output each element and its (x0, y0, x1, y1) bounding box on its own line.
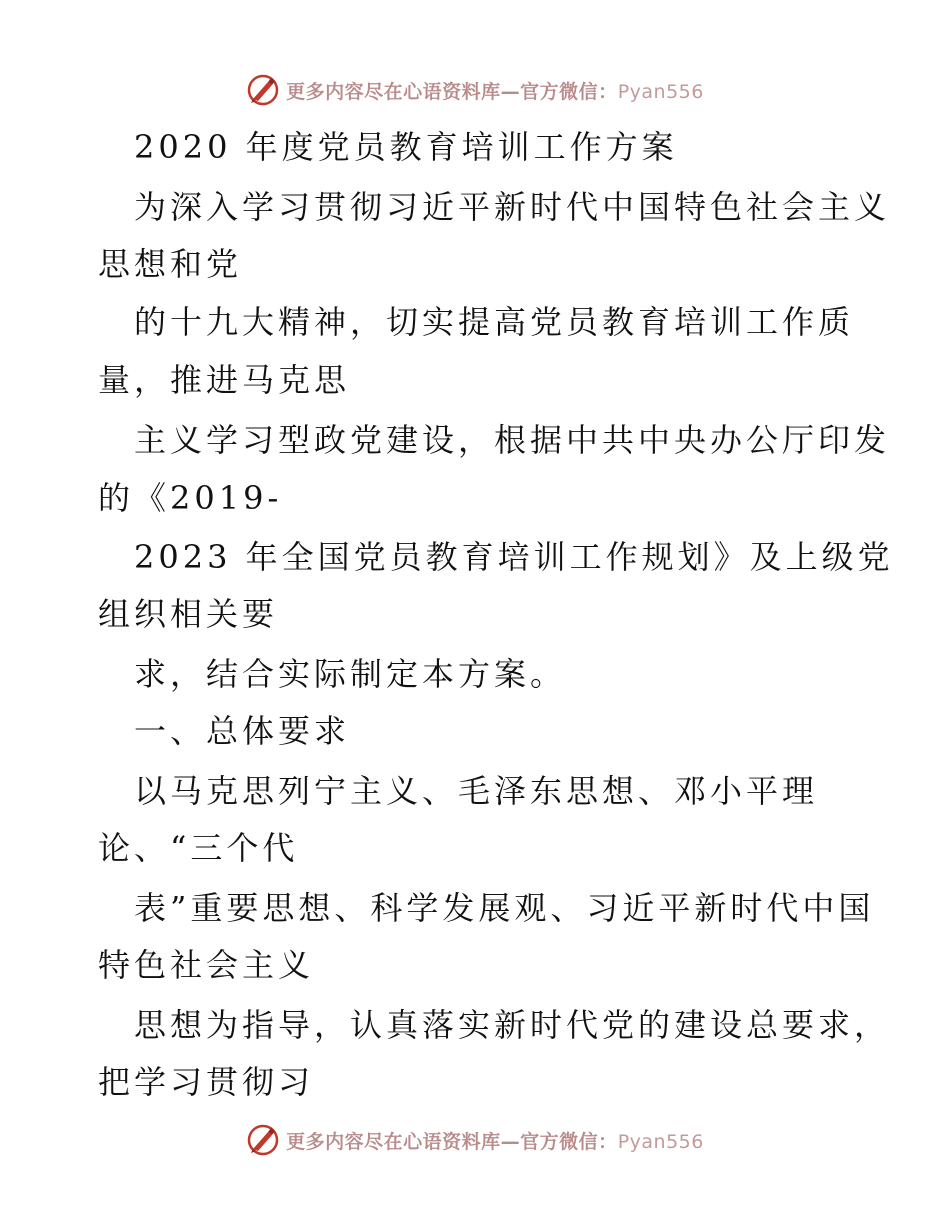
watermark-separator: — (500, 80, 521, 103)
pen-logo-icon (246, 73, 280, 107)
header-watermark (0, 70, 950, 110)
paragraph-line: 的十九大精神，切实提高党员教育培训工作质 (134, 303, 855, 341)
watermark-brand: 更多内容尽在心语资料库 (286, 80, 501, 103)
watermark-official: 官方微信： (520, 1130, 618, 1153)
watermark-account: Pyan556 (617, 1130, 704, 1153)
paragraph-line: 思想和党 (98, 245, 243, 283)
section-heading: 一、总体要求 (134, 712, 351, 750)
paragraph-line: 表”重要思想、科学发展观、习近平新时代中国 (134, 889, 875, 927)
paragraph-line: 组织相关要 (98, 595, 279, 633)
paragraph-line: 思想为指导，认真落实新时代党的建设总要求， (134, 1006, 891, 1044)
pen-logo-icon (246, 1123, 280, 1157)
watermark-text (286, 1127, 704, 1154)
watermark-account: Pyan556 (617, 80, 704, 103)
watermark-official: 官方微信： (520, 80, 618, 103)
watermark-brand: 更多内容尽在心语资料库 (286, 1130, 501, 1153)
footer-watermark (0, 1120, 950, 1160)
paragraph-line: 以马克思列宁主义、毛泽东思想、邓小平理 (134, 772, 819, 810)
watermark-separator: — (500, 1130, 521, 1153)
paragraph-line: 论、“三个代 (98, 829, 299, 867)
paragraph-line: 为深入学习贯彻习近平新时代中国特色社会主义 (134, 188, 891, 226)
paragraph-line: 特色社会主义 (98, 946, 315, 984)
watermark-text (286, 77, 704, 104)
paragraph-line: 主义学习型政党建设，根据中共中央办公厅印发 (134, 421, 891, 459)
document-title: 2020 年度党员教育培训工作方案 (134, 128, 678, 166)
paragraph-line: 2023 年全国党员教育培训工作规划》及上级党 (134, 538, 894, 576)
paragraph-line: 的《2019- (98, 479, 283, 517)
paragraph-line: 量，推进马克思 (98, 361, 351, 399)
paragraph-line: 求，结合实际制定本方案。 (134, 655, 567, 693)
paragraph-line: 把学习贯彻习 (98, 1063, 315, 1101)
